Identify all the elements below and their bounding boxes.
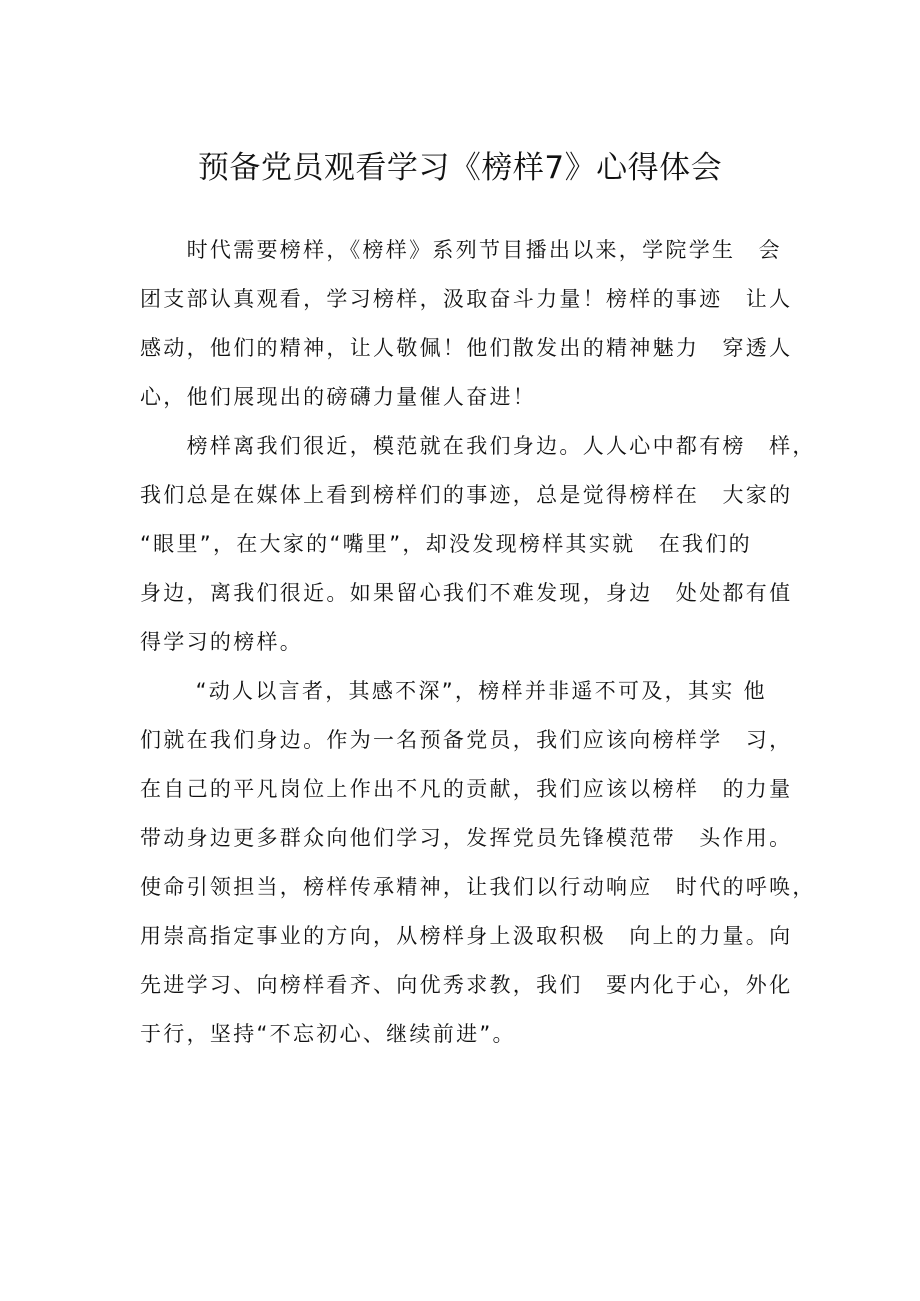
paragraph-line: 于行，坚持“不忘初心、继续前进”。 (140, 1022, 516, 1046)
paragraph-line: 团支部认真观看，学习榜样，汲取奋斗力量！榜样的事迹 让人 (140, 287, 793, 311)
paragraph-line: “眼里”，在大家的“嘴里”，却没发现榜样其实就 在我们的 (140, 532, 752, 556)
paragraph-2 (140, 422, 816, 667)
paragraph-line: 们就在我们身边。作为一名预备党员，我们应该向榜样学 习， (140, 728, 793, 752)
paragraph-1 (140, 226, 800, 422)
paragraph-line: 时代需要榜样，《榜样》系列节目播出以来，学院学生 会 (140, 238, 782, 262)
paragraph-line: 得学习的榜样。 (140, 630, 304, 654)
paragraph-line: 身边，离我们很近。如果留心我们不难发现，身边 处处都有值 (140, 581, 793, 605)
paragraph-line: 我们总是在媒体上看到榜样们的事迹，总是觉得榜样在 大家的 (140, 483, 793, 507)
paragraph-3 (140, 667, 816, 1059)
paragraph-line: 感动，他们的精神，让人敬佩！他们散发出的精神魅力 穿透人 (140, 336, 793, 360)
paragraph-line: 先进学习、向榜样看齐、向优秀求教，我们 要内化于心，外化 (140, 973, 793, 997)
paragraph-line: “动人以言者，其感不深”，榜样并非遥不可及，其实 他 (140, 679, 767, 703)
paragraph-line: 榜样离我们很近，模范就在我们身边。人人心中都有榜 样， (140, 434, 816, 458)
document-title: 预备党员观看学习《榜样7》心得体会 (197, 150, 723, 186)
paragraph-line: 使命引领担当，榜样传承精神，让我们以行动响应 时代的呼唤， (140, 875, 816, 899)
document-body (140, 226, 816, 1059)
paragraph-line: 心，他们展现出的磅礴力量催人奋进！ (140, 385, 537, 409)
paragraph-line: 在自己的平凡岗位上作出不凡的贡献，我们应该以榜样 的力量 (140, 777, 793, 801)
paragraph-line: 用崇高指定事业的方向，从榜样身上汲取积极 向上的力量。向 (140, 924, 793, 948)
paragraph-line: 带动身边更多群众向他们学习，发挥党员先锋模范带 头作用。 (140, 826, 793, 850)
